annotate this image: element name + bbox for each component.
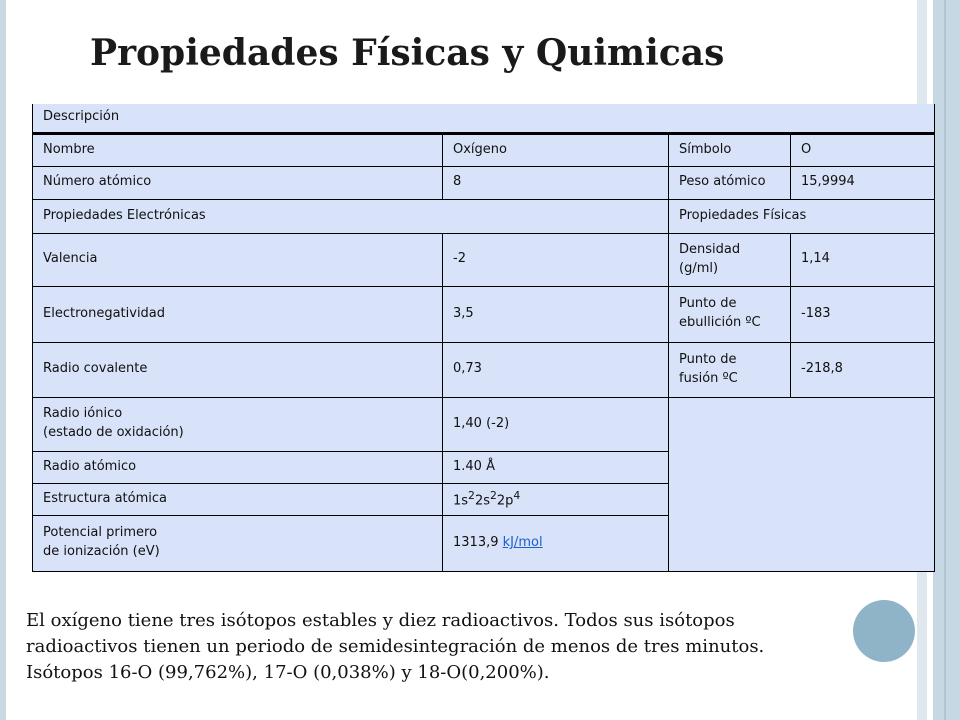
table-row bbox=[33, 233, 935, 286]
kj-mol-link[interactable]: kJ/mol bbox=[502, 534, 543, 550]
cell-label: Densidad (g/ml) bbox=[669, 233, 791, 286]
potencial-label: Potencial primero bbox=[43, 525, 158, 541]
config-exponent: 4 bbox=[513, 488, 521, 502]
potencial-sublabel: de ionización (eV) bbox=[43, 544, 160, 560]
cell-label: Valencia bbox=[33, 233, 443, 286]
table-row bbox=[33, 166, 935, 199]
cell-value: Oxígeno bbox=[443, 133, 669, 166]
cell-label: Estructura atómica bbox=[33, 483, 443, 515]
left-frame-bar bbox=[0, 0, 6, 720]
right-frame-line bbox=[944, 0, 946, 720]
table-caption: Descripción bbox=[33, 104, 935, 133]
properties-table bbox=[32, 104, 935, 572]
paragraph-line: El oxígeno tiene tres isótopos estables y diez radioactivos. Todos sus isótopos bbox=[26, 610, 735, 631]
right-frame-bar bbox=[933, 0, 960, 720]
slide-title: Propiedades Físicas y Quimicas bbox=[90, 32, 725, 74]
electron-configuration bbox=[443, 483, 669, 515]
cell-value: O bbox=[791, 133, 935, 166]
config-exponent: 2 bbox=[489, 488, 497, 502]
paragraph-line: Isótopos 16-O (99,762%), 17-O (0,038%) y 18-O(0,200%). bbox=[26, 662, 550, 683]
cell-label: Peso atómico bbox=[669, 166, 791, 199]
cell-label: Electronegatividad bbox=[33, 286, 443, 342]
cell-label: Radio covalente bbox=[33, 342, 443, 397]
cell-value: 15,9994 bbox=[791, 166, 935, 199]
paragraph-line: radioactivos tienen un periodo de semidesintegración de menos de tres minutos. bbox=[26, 636, 765, 657]
cell-label bbox=[33, 397, 443, 451]
section-heading-physical: Propiedades Físicas bbox=[669, 199, 935, 233]
cell-label: Número atómico bbox=[33, 166, 443, 199]
cell-label: Punto de ebullición ºC bbox=[669, 286, 791, 342]
cell-value: 1.40 Å bbox=[443, 451, 669, 483]
cell-value: 1,40 (-2) bbox=[443, 397, 669, 451]
cell-value: 8 bbox=[443, 166, 669, 199]
cell-value: 0,73 bbox=[443, 342, 669, 397]
cell-label: Radio atómico bbox=[33, 451, 443, 483]
cell-label bbox=[33, 515, 443, 571]
radio-ionico-sublabel: (estado de oxidación) bbox=[43, 425, 184, 440]
cell-value: -183 bbox=[791, 286, 935, 342]
table-row bbox=[33, 133, 935, 166]
config-exponent: 2 bbox=[468, 488, 475, 502]
section-heading-electronic: Propiedades Electrónicas bbox=[33, 199, 669, 233]
config-term: 2s bbox=[474, 492, 490, 508]
empty-merged-cell bbox=[669, 397, 935, 571]
table-row bbox=[33, 104, 935, 133]
table-row bbox=[33, 397, 935, 451]
potencial-value: 1313,9 bbox=[453, 534, 499, 550]
cell-value: 1,14 bbox=[791, 233, 935, 286]
radio-ionico-label: Radio iónico bbox=[43, 406, 123, 422]
table-row bbox=[33, 286, 935, 342]
cell-label: Nombre bbox=[33, 133, 443, 166]
config-term: 1s bbox=[453, 492, 469, 508]
table-row bbox=[33, 199, 935, 233]
cell-value: 3,5 bbox=[443, 286, 669, 342]
table-row bbox=[33, 342, 935, 397]
isotopes-paragraph bbox=[26, 608, 926, 686]
cell-value: -218,8 bbox=[791, 342, 935, 397]
cell-label: Punto de fusión ºC bbox=[669, 342, 791, 397]
config-term: 2p bbox=[496, 492, 514, 508]
cell-label: Símbolo bbox=[669, 133, 791, 166]
cell-value bbox=[443, 515, 669, 571]
cell-value: -2 bbox=[443, 233, 669, 286]
